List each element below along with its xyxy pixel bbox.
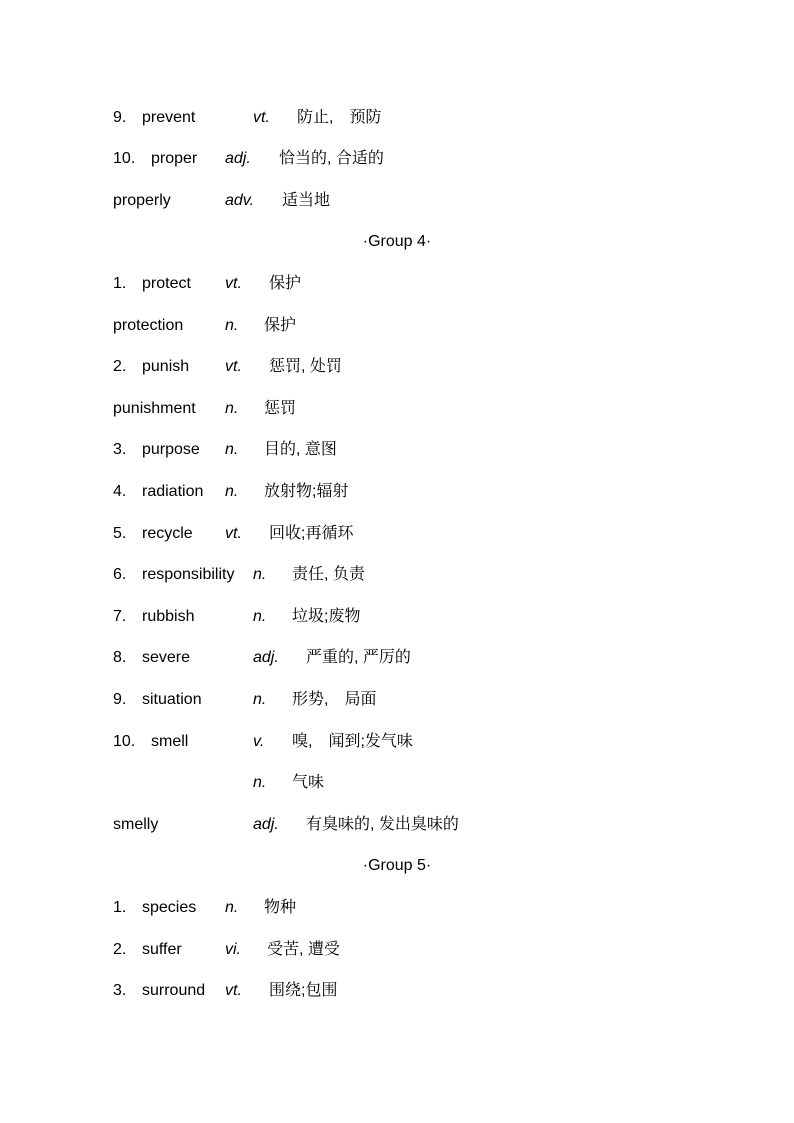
list-item xyxy=(0,189,794,213)
entry-meaning: 目的, 意图 xyxy=(264,441,337,458)
entry-word: punish xyxy=(142,358,190,375)
entry-meaning: 气味 xyxy=(292,774,325,791)
entry-word: situation xyxy=(142,691,202,708)
entry-number: 6. xyxy=(113,566,127,583)
list-item xyxy=(0,563,794,587)
entry-pos: adj. xyxy=(253,816,279,833)
entry-pos: v. xyxy=(253,733,265,750)
entry-number: 10. xyxy=(113,733,136,750)
entry-word: smelly xyxy=(113,816,159,833)
entry-meaning: 防止, 预防 xyxy=(297,109,382,126)
entry-pos: n. xyxy=(253,566,267,583)
entry-pos: n. xyxy=(225,899,239,916)
entry-number: 5. xyxy=(113,525,127,542)
entry-pos: n. xyxy=(253,608,267,625)
entry-pos: n. xyxy=(225,400,239,417)
entry-word: severe xyxy=(142,649,191,666)
entry-meaning: 围绕;包围 xyxy=(269,982,338,999)
list-item xyxy=(0,938,794,962)
list-item xyxy=(0,314,794,338)
list-item xyxy=(0,106,794,130)
entry-number: 3. xyxy=(113,982,127,999)
list-item xyxy=(0,605,794,629)
entry-number: 3. xyxy=(113,441,127,458)
entry-pos: vt. xyxy=(225,982,242,999)
list-item xyxy=(0,397,794,421)
entry-number: 8. xyxy=(113,649,127,666)
entry-meaning: 惩罚, 处罚 xyxy=(269,358,342,375)
list-item xyxy=(0,522,794,546)
entry-word: surround xyxy=(142,982,206,999)
entry-pos: vt. xyxy=(225,358,242,375)
list-item xyxy=(0,147,794,171)
entry-pos: adj. xyxy=(253,649,279,666)
list-item xyxy=(0,355,794,379)
entry-meaning: 放射物;辐射 xyxy=(264,483,349,500)
entry-number: 10. xyxy=(113,150,136,167)
list-item xyxy=(0,730,794,754)
group-heading: ·Group 5· xyxy=(362,857,432,874)
entry-word: suffer xyxy=(142,941,182,958)
entry-meaning: 嗅, 闻到;发气味 xyxy=(292,733,413,750)
entry-word: smell xyxy=(151,733,189,750)
entry-meaning: 受苦, 遭受 xyxy=(267,941,340,958)
entry-meaning: 严重的, 严厉的 xyxy=(306,649,411,666)
entry-number: 4. xyxy=(113,483,127,500)
entry-pos: vt. xyxy=(225,525,242,542)
entry-word: rubbish xyxy=(142,608,195,625)
entry-number: 2. xyxy=(113,358,127,375)
list-item xyxy=(0,480,794,504)
list-item xyxy=(0,896,794,920)
entry-number: 1. xyxy=(113,275,127,292)
entry-word: punishment xyxy=(113,400,196,417)
entry-pos: vt. xyxy=(253,109,270,126)
list-item xyxy=(0,979,794,1003)
entry-pos: n. xyxy=(225,317,239,334)
entry-meaning: 垃圾;废物 xyxy=(292,608,361,625)
entry-pos: n. xyxy=(253,774,267,791)
entry-pos: n. xyxy=(225,441,239,458)
list-item xyxy=(0,771,794,795)
entry-word: radiation xyxy=(142,483,204,500)
entry-pos: adv. xyxy=(225,192,255,209)
entry-meaning: 保护 xyxy=(269,275,302,292)
entry-number: 9. xyxy=(113,691,127,708)
entry-meaning: 回收;再循环 xyxy=(269,525,354,542)
entry-meaning: 形势, 局面 xyxy=(292,691,377,708)
entry-meaning: 物种 xyxy=(264,899,297,916)
entry-word: proper xyxy=(151,150,198,167)
entry-meaning: 适当地 xyxy=(282,192,331,209)
entry-meaning: 惩罚 xyxy=(264,400,297,417)
entry-word: protection xyxy=(113,317,184,334)
entry-word: properly xyxy=(113,192,171,209)
list-item xyxy=(0,438,794,462)
entry-pos: vi. xyxy=(225,941,241,958)
entry-number: 1. xyxy=(113,899,127,916)
entry-meaning: 保护 xyxy=(264,317,297,334)
entry-word: protect xyxy=(142,275,191,292)
list-item xyxy=(0,646,794,670)
list-item xyxy=(0,272,794,296)
entry-meaning: 责任, 负责 xyxy=(292,566,365,583)
entry-pos: n. xyxy=(253,691,267,708)
entry-number: 9. xyxy=(113,109,127,126)
entry-pos: vt. xyxy=(225,275,242,292)
entry-pos: n. xyxy=(225,483,239,500)
entry-meaning: 有臭味的, 发出臭味的 xyxy=(306,816,459,833)
entry-word: species xyxy=(142,899,197,916)
entry-number: 7. xyxy=(113,608,127,625)
entry-number: 2. xyxy=(113,941,127,958)
entry-meaning: 恰当的, 合适的 xyxy=(279,150,384,167)
entry-word: purpose xyxy=(142,441,200,458)
list-item xyxy=(0,688,794,712)
entry-word: responsibility xyxy=(142,566,235,583)
entry-word: prevent xyxy=(142,109,196,126)
entry-pos: adj. xyxy=(225,150,251,167)
list-item xyxy=(0,813,794,837)
group-heading: ·Group 4· xyxy=(362,233,432,250)
entry-word: recycle xyxy=(142,525,193,542)
